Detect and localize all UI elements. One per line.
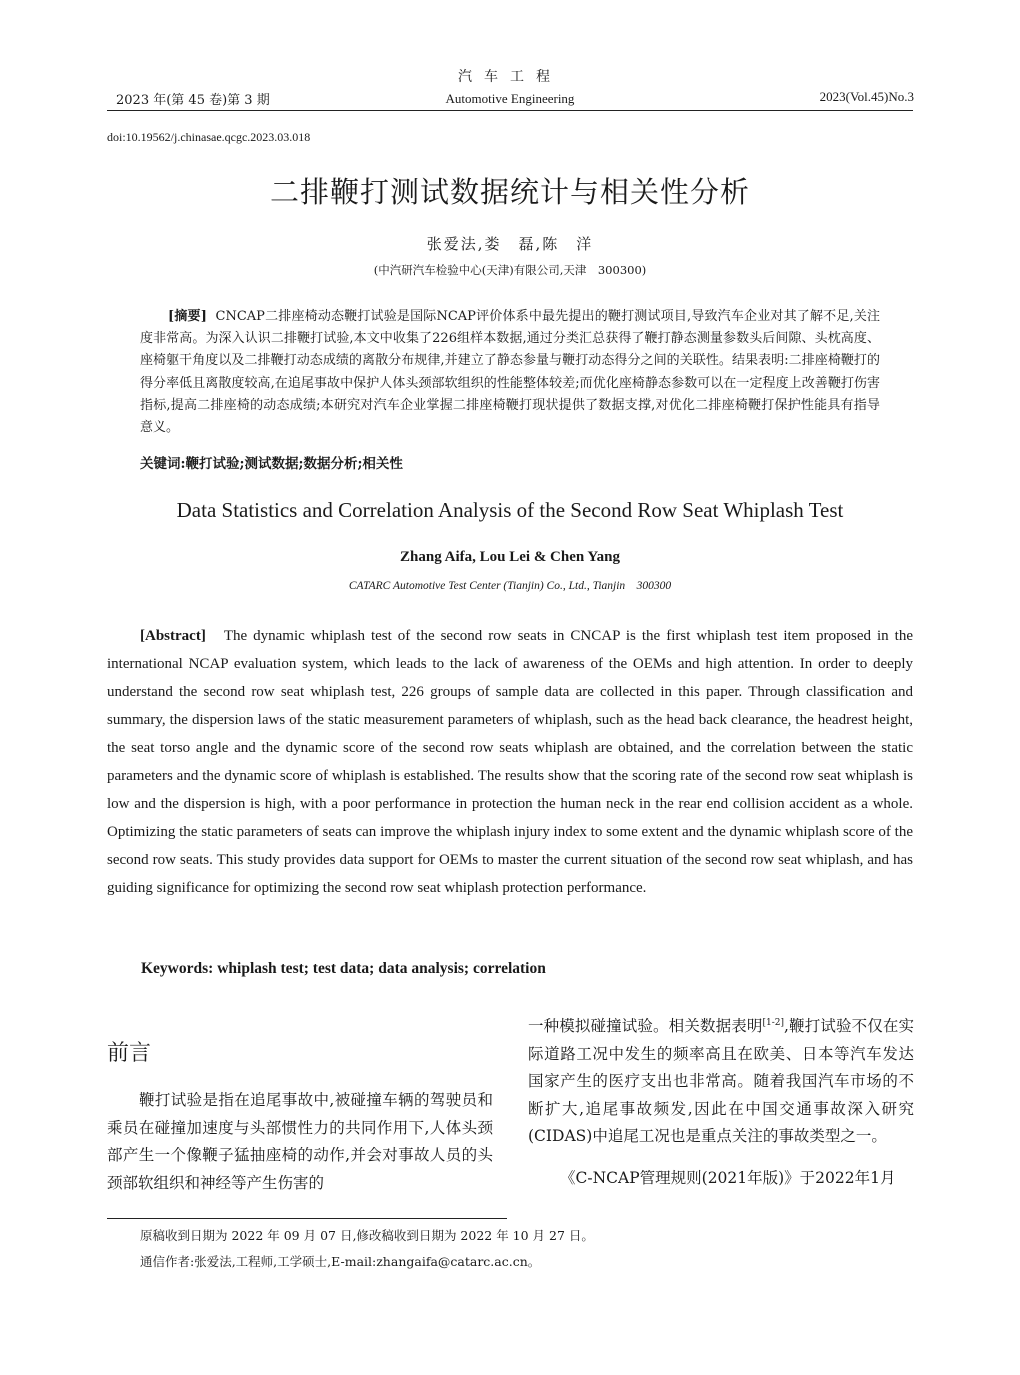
body-paragraph-right-1 xyxy=(528,1010,914,1151)
affiliation-cn: (中汽研汽车检验中心(天津)有限公司,天津 300300) xyxy=(373,263,647,277)
authors-cn: 张爱法,娄 磊,陈 洋 xyxy=(426,235,594,253)
authors-en: Zhang Aifa, Lou Lei & Chen Yang xyxy=(400,549,620,565)
keywords-en: Keywords: whiplash test; test data; data analysis; correlation xyxy=(141,960,546,977)
abstract-cn xyxy=(140,306,880,439)
affiliation-en: CATARC Automotive Test Center (Tianjin) Co., Ltd., Tianjin 300300 xyxy=(348,580,672,592)
paper-title-en: Data Statistics and Correlation Analysis of the Second Row Seat Whiplash Test xyxy=(176,498,844,522)
body-right-text-a: 一种模拟碰撞试验。相关数据表明 xyxy=(528,1017,763,1036)
body-paragraph-left: 鞭打试验是指在追尾事故中,被碰撞车辆的驾驶员和乘员在碰撞加速度与头部惯性力的共同作用下,人体头颈部产生一个像鞭子猛抽座椅的动作,并会对事故人员的头颈部软组织和神经等产生伤害的 xyxy=(107,1091,493,1192)
footnote-rule xyxy=(107,1218,507,1219)
footnote-received: 原稿收到日期为 2022 年 09 月 07 日,修改稿收到日期为 2022 年 10 月 27 日。 xyxy=(140,1228,594,1243)
doi[interactable]: doi:10.19562/j.chinasae.qcgc.2023.03.018 xyxy=(107,130,311,144)
abstract-cn-label: [摘要] xyxy=(168,309,207,324)
abstract-en xyxy=(107,622,913,902)
body-paragraph-right-2: 《C-NCAP管理规则(2021年版)》于2022年1月 xyxy=(560,1169,896,1187)
section-title-preface: 前言 xyxy=(107,1041,152,1066)
abstract-en-text: The dynamic whiplash test of the second row seats in CNCAP is the first whiplash test item proposed in the international NCAP evaluation system, which leads to the lack of awareness of the OEMs and high attention. In order to deeply understand the second row seat whiplash test, 226 groups of sample data are collected in this paper. Through classification and summary, the dispersion laws of the static measurement parameters of whiplash, such as the head back clearance, the headrest height, the seat torso angle and the dynamic score of the second row seats whiplash are obtained, and the correlation between the static parameters and the dynamic score of whiplash is established. The results show that the scoring rate of the second row seat whiplash is low and the dispersion is high, with a poor performance in protection the human neck in the rear end collision accident as a whole. Optimizing the static parameters of seats can improve the whiplash injury index to some extent and the dynamic whiplash score of the second row seats. This study provides data support for OEMs to master the current situation of the second row seat whiplash, and has guiding significance for optimizing the second row seat whiplash protection performance. xyxy=(107,628,913,896)
body-right-text-b: ,鞭打试验不仅在实际道路工况中发生的频率高且在欧美、日本等汽车发达国家产生的医疗支出也非常高。随着我国汽车市场的不断扩大,追尾事故频发,因此在中国交通事故深入研究(CIDAS)中追尾工况也是重点关注的事故类型之一。 xyxy=(528,1017,914,1146)
citation-ref[interactable]: [1-2] xyxy=(762,1018,784,1028)
header-rule xyxy=(107,110,913,111)
footnote-correspondence: 通信作者:张爱法,工程师,工学硕士,E-mail:zhangaifa@catarc.ac.cn。 xyxy=(140,1254,541,1269)
paper-title-cn: 二排鞭打测试数据统计与相关性分析 xyxy=(269,175,750,209)
abstract-en-label: [Abstract] xyxy=(140,628,206,644)
journal-name-en: Automotive Engineering xyxy=(445,91,575,106)
issue-info-en: 2023(Vol.45)No.3 xyxy=(819,89,914,104)
issue-info-cn: 2023 年(第 45 卷)第 3 期 xyxy=(116,93,270,108)
keywords-cn: 关键词:鞭打试验;测试数据;数据分析;相关性 xyxy=(140,456,403,472)
abstract-cn-text: CNCAP二排座椅动态鞭打试验是国际NCAP评价体系中最先提出的鞭打测试项目,导致汽车企业对其了解不足,关注度非常高。为深入认识二排鞭打试验,本文中收集了226组样本数据,通过分类汇总获得了鞭打静态测量参数头后间隙、头枕高度、座椅躯干角度以及二排鞭打动态成绩的离散分布规律,并建立了静态参量与鞭打动态得分之间的关联性。结果表明:二排座椅鞭打的得分率低且离散度较高,在追尾事故中保护人体头颈部软组织的性能整体较差;而优化座椅静态参数可以在一定程度上改善鞭打伤害指标,提高二排座椅的动态成绩;本研究对汽车企业掌握二排座椅鞭打现状提供了数据支撑,对优化二排座椅鞭打保护性能具有指导意义。 xyxy=(140,309,880,436)
journal-name-cn: 汽车工程 xyxy=(458,69,562,85)
